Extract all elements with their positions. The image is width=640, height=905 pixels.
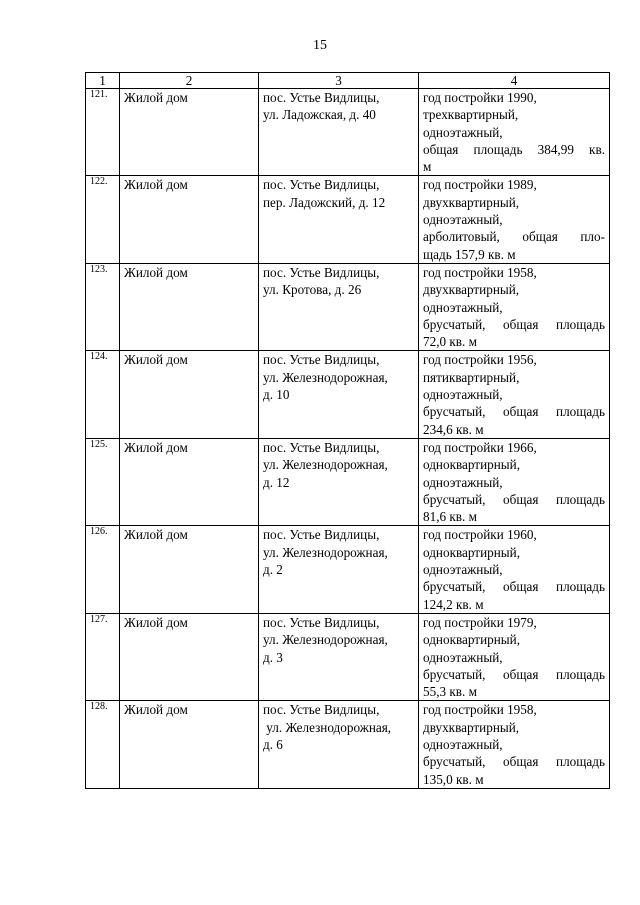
description-line: год постройки 1958, [423, 702, 537, 718]
description-line: одноэтажный, [423, 212, 503, 228]
column-header-1: 1 [86, 73, 120, 89]
description-line: трехквартирный, [423, 107, 519, 123]
object-description [419, 613, 610, 700]
description-line: одноэтажный, [423, 299, 503, 315]
table-row [86, 351, 610, 438]
row-number: 126. [86, 526, 120, 613]
description-line: общая площадь 384,99 кв. [423, 141, 605, 157]
object-address [259, 351, 419, 438]
object-name: Жилой дом [120, 351, 259, 438]
description-line: одноквартирный, [423, 457, 520, 473]
address-line: пос. Устье Видлицы, [263, 177, 380, 193]
table-row [86, 526, 610, 613]
address-line: пос. Устье Видлицы, [263, 614, 380, 630]
object-address [259, 613, 419, 700]
table-row [86, 89, 610, 176]
row-number: 125. [86, 438, 120, 525]
object-name: Жилой дом [120, 89, 259, 176]
description-line: одноэтажный, [423, 736, 503, 752]
object-address [259, 701, 419, 788]
object-name: Жилой дом [120, 438, 259, 525]
description-line: 135,0 кв. м [423, 771, 484, 787]
object-description [419, 89, 610, 176]
description-line: брусчатый, общая площадь [423, 491, 605, 507]
row-number: 121. [86, 89, 120, 176]
address-line: ул. Железнодорожная, [263, 544, 388, 560]
address-line: д. 6 [263, 736, 283, 752]
description-line: брусчатый, общая площадь [423, 316, 605, 332]
address-line: пос. Устье Видлицы, [263, 702, 380, 718]
column-header-2: 2 [120, 73, 259, 89]
page-number: 15 [313, 38, 327, 53]
row-number: 127. [86, 613, 120, 700]
description-line: 234,6 кв. м [423, 421, 484, 437]
table-header-row [86, 73, 610, 89]
object-name: Жилой дом [120, 613, 259, 700]
address-line: д. 2 [263, 562, 283, 578]
address-line: ул. Железнодорожная, [263, 457, 388, 473]
description-line: брусчатый, общая площадь [423, 666, 605, 682]
address-line: пер. Ладожский, д. 12 [263, 194, 386, 210]
address-line: пос. Устье Видлицы, [263, 90, 380, 105]
address-line: ул. Кротова, д. 26 [263, 282, 362, 298]
description-line: одноквартирный, [423, 544, 520, 560]
description-line: брусчатый, общая площадь [423, 579, 605, 595]
address-line: ул. Железнодорожная, [263, 632, 388, 648]
description-line: одноэтажный, [423, 649, 503, 665]
object-address [259, 176, 419, 263]
object-address [259, 263, 419, 350]
object-address [259, 89, 419, 176]
object-name: Жилой дом [120, 701, 259, 788]
description-line: одноэтажный, [423, 387, 503, 403]
object-name: Жилой дом [120, 263, 259, 350]
description-line: одноквартирный, [423, 632, 520, 648]
row-number: 128. [86, 701, 120, 788]
table-row [86, 701, 610, 788]
description-line: одноэтажный, [423, 474, 503, 490]
address-line: ул. Ладожская, д. 40 [263, 107, 376, 123]
address-line: ул. Железнодорожная, [263, 719, 392, 735]
address-line: д. 3 [263, 649, 283, 665]
description-line: год постройки 1966, [423, 439, 537, 455]
object-name: Жилой дом [120, 526, 259, 613]
address-line: д. 12 [263, 474, 290, 490]
description-line: 72,0 кв. м [423, 334, 477, 350]
description-line: двухквартирный, [423, 194, 520, 210]
row-number: 122. [86, 176, 120, 263]
description-line: двухквартирный, [423, 719, 520, 735]
description-line: м [423, 159, 432, 175]
description-line: год постройки 1960, [423, 527, 537, 543]
description-line: 124,2 кв. м [423, 596, 484, 612]
address-line: ул. Железнодорожная, [263, 369, 388, 385]
object-address [259, 526, 419, 613]
description-line: 81,6 кв. м [423, 509, 477, 525]
description-line: год постройки 1989, [423, 177, 537, 193]
description-line: год постройки 1958, [423, 264, 537, 280]
description-line: пятиквартирный, [423, 369, 520, 385]
column-header-3: 3 [259, 73, 419, 89]
description-line: брусчатый, общая площадь [423, 754, 605, 770]
address-line: пос. Устье Видлицы, [263, 264, 380, 280]
description-line: одноэтажный, [423, 124, 503, 140]
object-address [259, 438, 419, 525]
object-description [419, 263, 610, 350]
description-line: двухквартирный, [423, 282, 520, 298]
description-line: год постройки 1979, [423, 614, 537, 630]
object-description [419, 176, 610, 263]
object-name: Жилой дом [120, 176, 259, 263]
address-line: пос. Устье Видлицы, [263, 439, 380, 455]
row-number: 123. [86, 263, 120, 350]
address-line: д. 10 [263, 387, 290, 403]
address-line: пос. Устье Видлицы, [263, 352, 380, 368]
row-number: 124. [86, 351, 120, 438]
description-line: брусчатый, общая площадь [423, 404, 605, 420]
description-line: одноэтажный, [423, 562, 503, 578]
property-table [85, 72, 610, 789]
object-description [419, 438, 610, 525]
table-row [86, 613, 610, 700]
table-row [86, 176, 610, 263]
object-description [419, 526, 610, 613]
description-line: 55,3 кв. м [423, 684, 477, 700]
object-description [419, 701, 610, 788]
table-row [86, 438, 610, 525]
address-line: пос. Устье Видлицы, [263, 527, 380, 543]
description-line: год постройки 1990, [423, 90, 537, 105]
object-description [419, 351, 610, 438]
description-line: арболитовый, общая пло- [423, 229, 605, 245]
column-header-4: 4 [419, 73, 610, 89]
table-row [86, 263, 610, 350]
description-line: щадь 157,9 кв. м [423, 246, 516, 262]
description-line: год постройки 1956, [423, 352, 537, 368]
